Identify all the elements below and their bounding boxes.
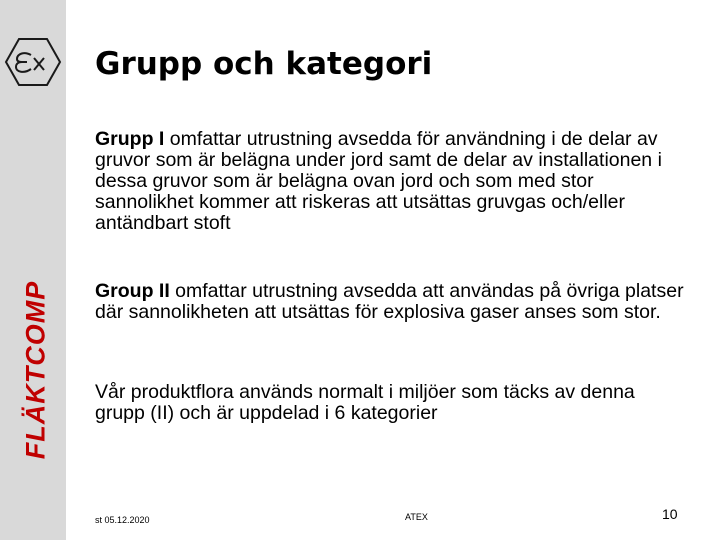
sidebar: [0, 0, 66, 540]
footer-label: ATEX: [405, 512, 428, 522]
slide-title: Grupp och kategori: [95, 46, 433, 82]
paragraph-text: omfattar utrustning avsedda att användas på övriga platser där sannolikheten att utsättas för explosiva gaser anses som stor.: [95, 280, 684, 323]
paragraph-lead: Group II: [95, 280, 170, 302]
paragraph-grupp-1: [95, 129, 685, 234]
ex-hexagon-icon: [0, 36, 66, 88]
paragraph-group-2: [95, 281, 685, 323]
footer-date: st 05.12.2020: [95, 515, 150, 525]
paragraph-product-range: [95, 382, 685, 424]
paragraph-text: Vår produktflora används normalt i miljöer som täcks av denna grupp (II) och är uppdelad i 6 kategorier: [95, 381, 635, 424]
paragraph-text: omfattar utrustning avsedda för användning i de delar av gruvor som är belägna under jord samt de delar av installationen i dessa gruvor som är belägna ovan jord och som med stor sannolikhet kommer att riskeras att utsättas gruvgas och/eller antändbart stoft: [95, 128, 662, 234]
paragraph-lead: Grupp I: [95, 128, 165, 150]
page-number: 10: [662, 506, 678, 522]
brand-logo-text: FLÄKTCOMP: [20, 280, 51, 460]
